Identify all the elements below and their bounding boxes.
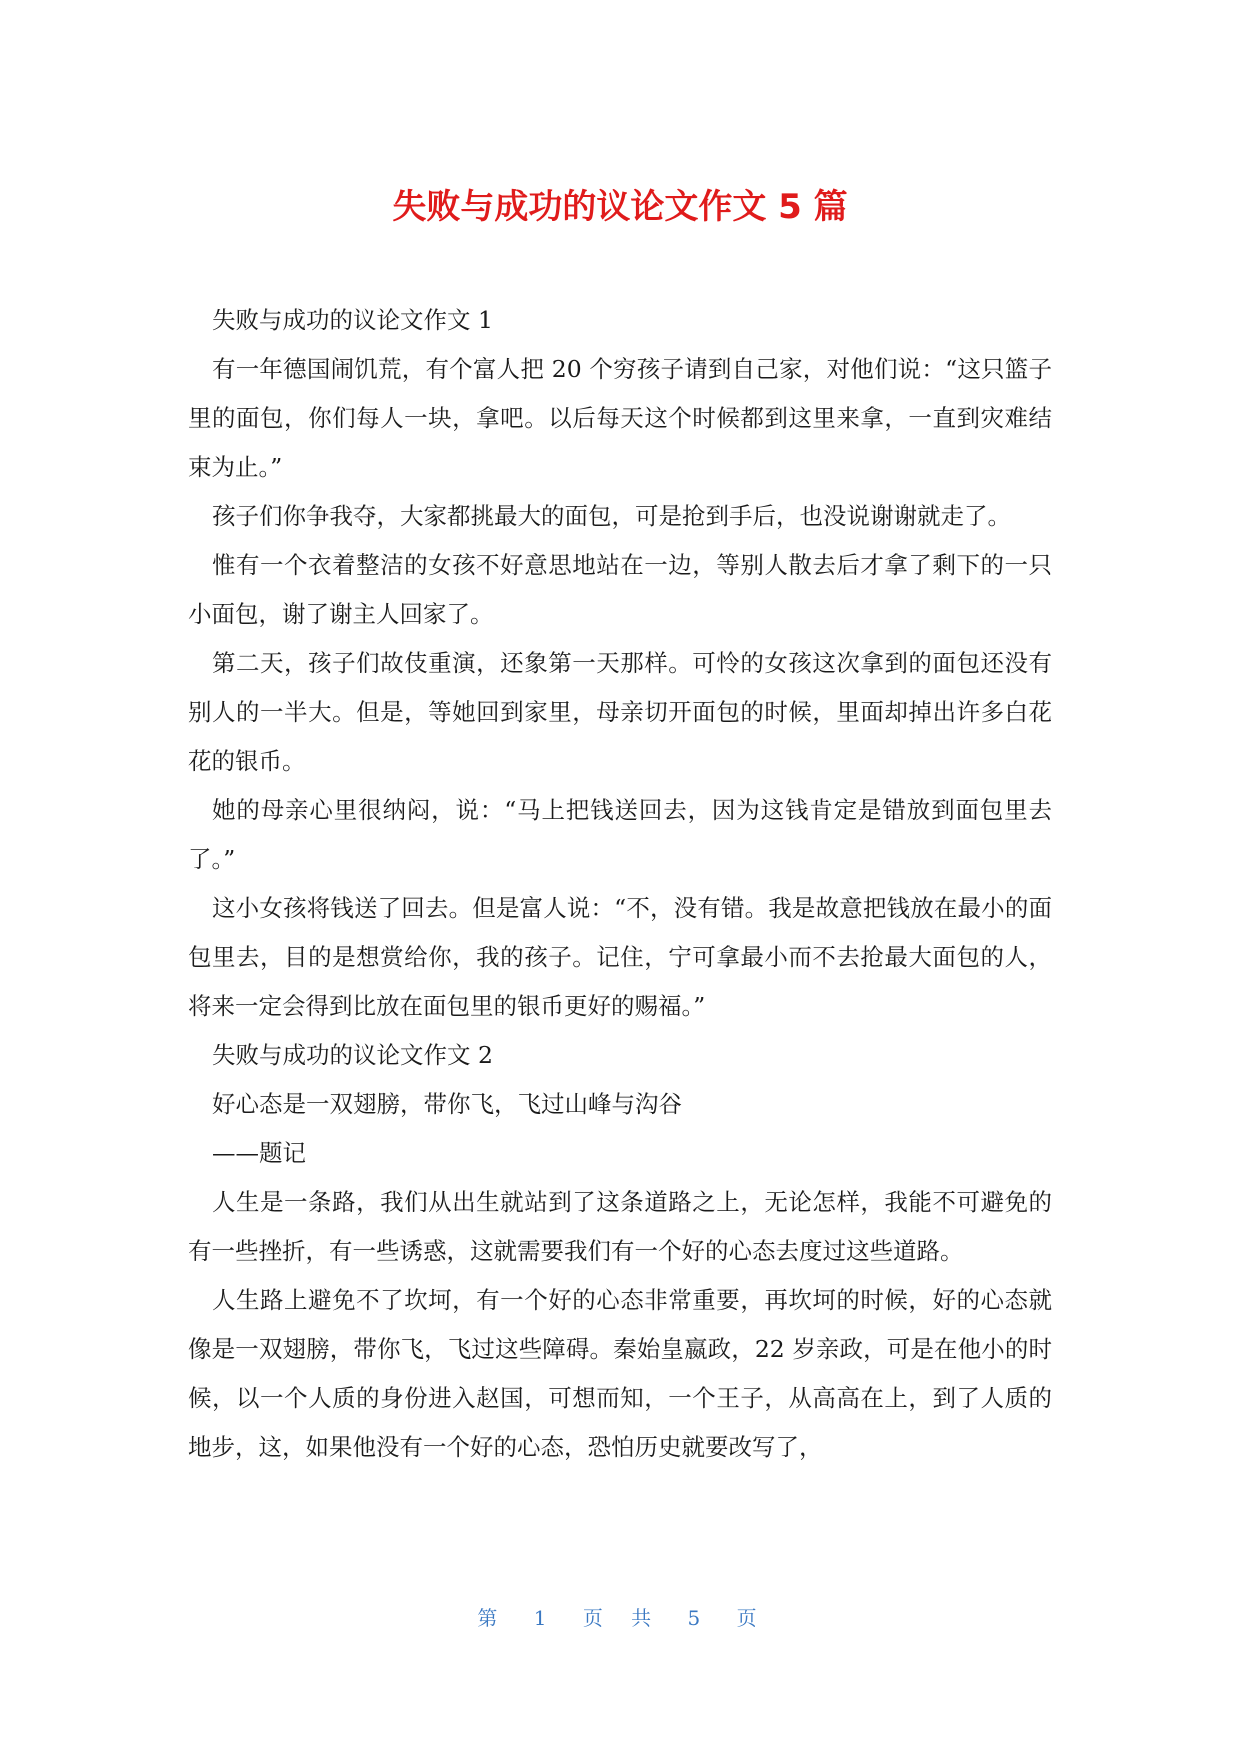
page-footer <box>0 1602 1240 1631</box>
section-heading-2: 失败与成功的议论文作文 2 <box>212 1041 493 1069</box>
paragraph: 这小女孩将钱送了回去。但是富人说：“不，没有错。我是故意把钱放在最小的面包里去，目的是想赏给你，我的孩子。记住，宁可拿最小而不去抢最大面包的人，将来一定会得到比放在面包里的银币更好的赐福。” <box>188 894 1052 1020</box>
paragraph: 她的母亲心里很纳闷，说：“马上把钱送回去，因为这钱肯定是错放到面包里去了。” <box>188 796 1052 873</box>
footer-page-total: 5 <box>687 1606 707 1630</box>
paragraph: 有一年德国闹饥荒，有个富人把 20 个穷孩子请到自己家，对他们说：“这只篮子里的面包，你们每人一块，拿吧。以后每天这个时候都到这里来拿，一直到灾难结束为止。” <box>188 355 1052 481</box>
footer-label-mid: 页 共 <box>582 1606 658 1630</box>
paragraph: 惟有一个衣着整洁的女孩不好意思地站在一边，等别人散去后才拿了剩下的一只小面包，谢了谢主人回家了。 <box>188 551 1052 628</box>
paragraph: 第二天，孩子们故伎重演，还象第一天那样。可怜的女孩这次拿到的面包还没有别人的一半大。但是，等她回到家里，母亲切开面包的时候，里面却掉出许多白花花的银币。 <box>188 649 1052 775</box>
page-title: 失败与成功的议论文作文 5 篇 <box>392 187 848 227</box>
footer-label-pre: 第 <box>477 1606 504 1630</box>
epigraph-attribution: ——题记 <box>212 1139 306 1167</box>
section-heading-1: 失败与成功的议论文作文 1 <box>212 306 493 334</box>
footer-page-current: 1 <box>533 1606 553 1630</box>
epigraph: 好心态是一双翅膀，带你飞，飞过山峰与沟谷 <box>212 1090 682 1118</box>
paragraph: 孩子们你争我夺，大家都挑最大的面包，可是抢到手后，也没说谢谢就走了。 <box>212 502 1011 530</box>
paragraph: 人生是一条路，我们从出生就站到了这条道路之上，无论怎样，我能不可避免的有一些挫折，有一些诱惑，这就需要我们有一个好的心态去度过这些道路。 <box>188 1188 1052 1265</box>
paragraph: 人生路上避免不了坎坷，有一个好的心态非常重要，再坎坷的时候，好的心态就像是一双翅膀，带你飞，飞过这些障碍。秦始皇嬴政，22 岁亲政，可是在他小的时候，以一个人质的身份进入赵国，可想而知，一个王子，从高高在上，到了人质的地步，这，如果他没有一个好的心态，恐怕历史就要改写了， <box>188 1286 1052 1461</box>
document-body <box>188 296 1052 1472</box>
footer-label-post: 页 <box>736 1606 763 1630</box>
